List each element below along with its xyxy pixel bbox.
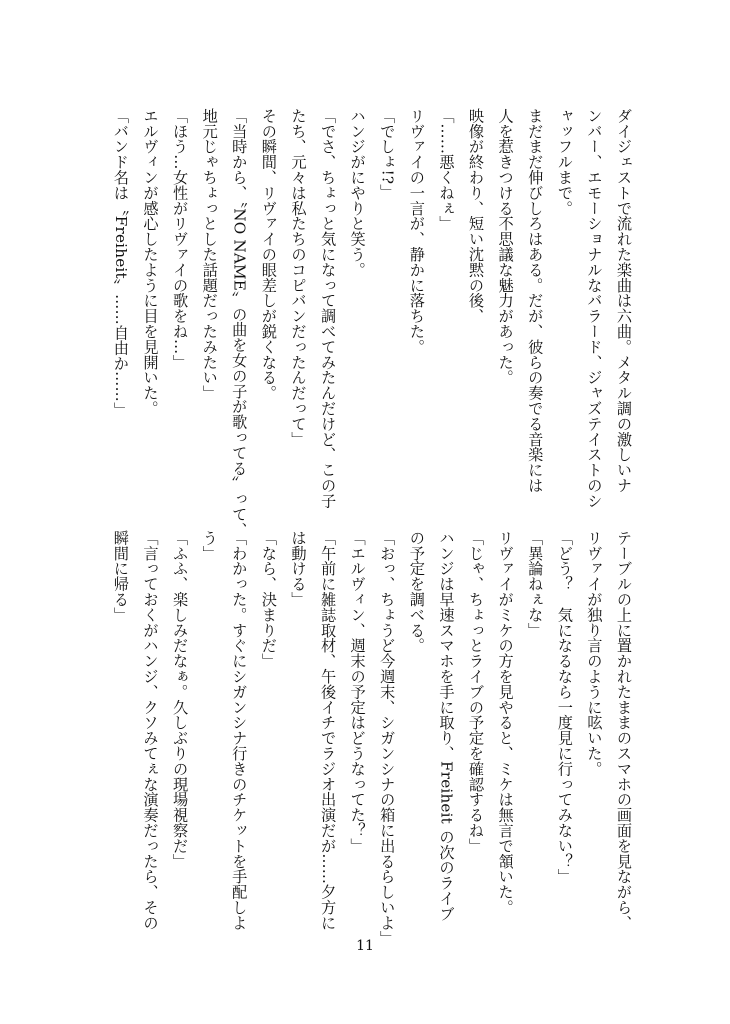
text-line: 「言っておくがハンジ、クソみてぇな演奏だったら、その [141, 530, 160, 931]
text-line: 「でさ、ちょっと気になって調べてみたんだけど、この子 [319, 108, 338, 509]
text-line: 「バンド名は〝Freiheit〟……自由か……」 [111, 108, 130, 418]
page-number: 11 [356, 938, 374, 954]
text-line: 「ふふ、楽しみだなぁ。久しぶりの現場視察だ」 [171, 530, 190, 869]
text-line: う」 [200, 530, 219, 561]
text-line: 地元じゃちょっとした話題だったみたい」 [200, 108, 219, 401]
text-line: リヴァイが独り言のように呟いた。 [585, 530, 604, 777]
text-line: 人を惹きつける不思議な魅力があった。 [496, 108, 515, 386]
text-line: 「当時から、〝NO NAME〟の曲を女の子が歌ってる〟って、 [230, 108, 249, 538]
text-line: その瞬間、リヴァイの眼差しが鋭くなる。 [259, 108, 278, 401]
text-line: ャッフルまで。 [555, 108, 574, 216]
text-line: リヴァイがミケの方を見やると、ミケは無言で頷いた。 [496, 530, 515, 915]
text-line: 「エルヴィン、週末の予定はどうなってた？」 [348, 530, 367, 854]
text-line: 映像が終わり、短い沈黙の後、 [467, 108, 486, 324]
text-line: ハンジは早速スマホを手に取り、Freiheit の次のライブ [437, 530, 456, 922]
text-line: 「異論ねぇな」 [526, 530, 545, 638]
text-line: テーブルの上に置かれたままのスマホの画面を見ながら、 [615, 530, 633, 931]
text-line: の予定を調べる。 [407, 530, 426, 654]
text-line: ハンジがにやりと笑う。 [348, 108, 367, 278]
text-line: 「どう？ 気になるなら一度見に行ってみない？」 [555, 530, 574, 885]
text-line: 瞬間に帰る」 [111, 530, 130, 623]
text-line: 「午前に雑誌取材、午後イチでラジオ出演だが……夕方に [319, 530, 338, 931]
text-line: は動ける」 [289, 530, 308, 607]
text-line: たち、元々は私たちのコピバンだったんだって」 [289, 108, 308, 447]
text-block-top [105, 108, 638, 538]
text-line: 「……悪くねぇ」 [437, 108, 456, 232]
text-line: 「ほう…女性がリヴァイの歌をね…」 [171, 108, 190, 370]
text-line: エルヴィンが感心したように目を見開いた。 [141, 108, 160, 416]
text-line: リヴァイの一言が、静かに落ちた。 [407, 108, 426, 355]
text-line: 「でしょ!?」 [378, 108, 397, 200]
text-line: 「おっ、ちょうど今週末、シガンシナの箱に出るらしいよ」 [378, 530, 397, 946]
text-line: 「わかった。すぐにシガンシナ行きのチケットを手配しよ [230, 530, 249, 931]
text-line: まだまだ伸びしろはある。だが、彼らの奏でる音楽には [526, 108, 545, 493]
text-line: 「じゃ、ちょっとライブの予定を確認するね」 [467, 530, 486, 854]
text-line: ダイジェストで流れた楽曲は六曲。メタル調の激しいナ [615, 108, 633, 493]
text-line: ンバー、エモーショナルなバラード、ジャズテイストのシ [585, 108, 604, 509]
text-line: 「なら、決まりだ」 [259, 530, 278, 669]
